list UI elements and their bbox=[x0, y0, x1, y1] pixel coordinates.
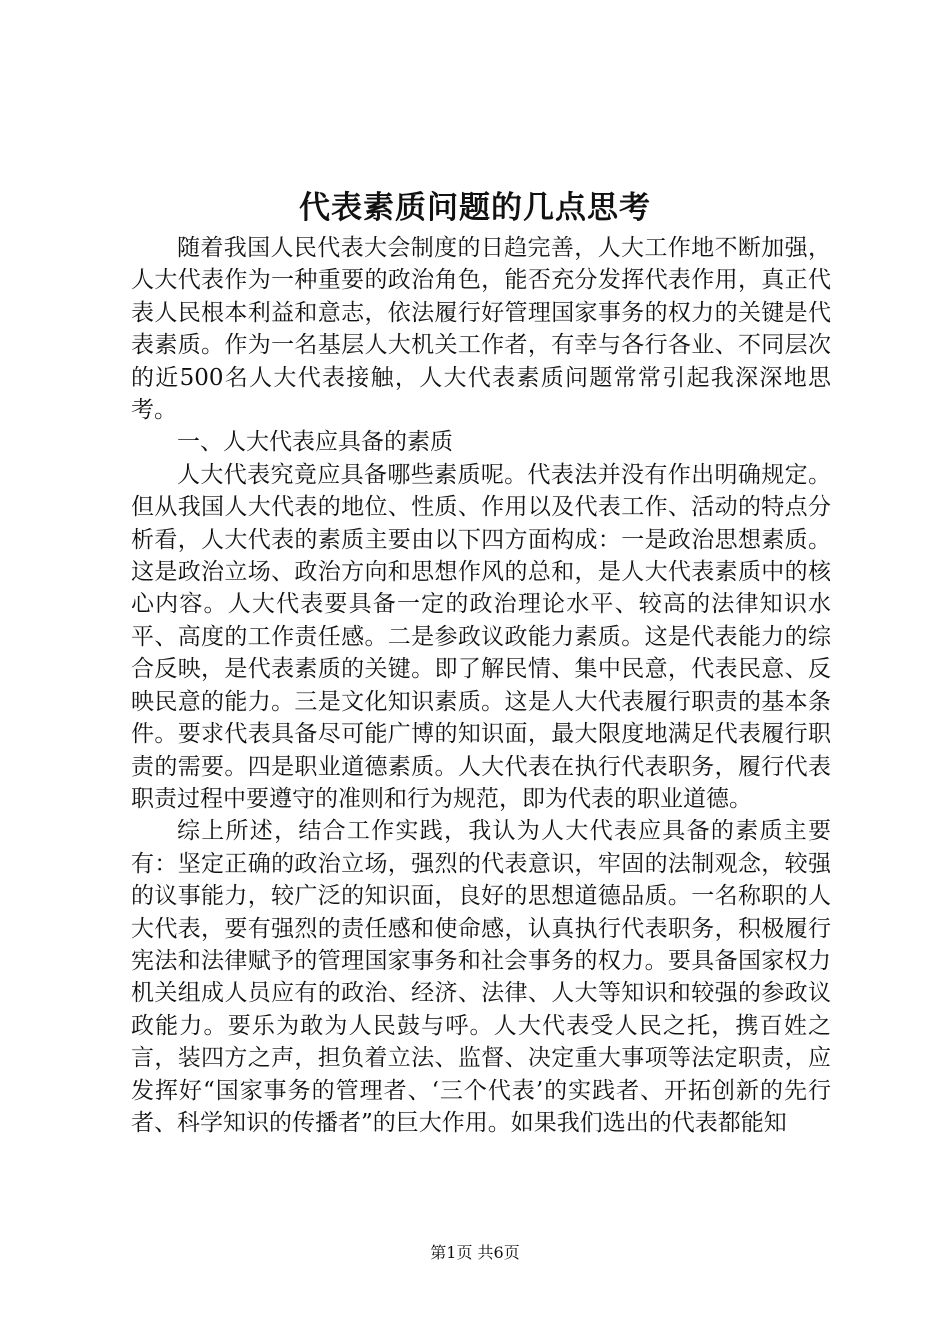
document-title: 代表素质问题的几点思考 bbox=[299, 190, 651, 226]
page-footer: 第1页 共6页 bbox=[430, 1243, 520, 1262]
section-heading-1: 一、人大代表应具备的素质 bbox=[177, 429, 453, 456]
paragraph-four-qualities: 人大代表究竟应具备哪些素质呢。代表法并没有作出明确规定。但从我国人大代表的地位、性质、作用以及代表工作、活动的特点分析看，人大代表的素质主要由以下四方面构成：一是政治思想素质。这是政治立场、政治方向和思想作风的总和，是人大代表素质中的核心内容。人大代表要具备一定的政治理论水平、较高的法律知识水平、高度的工作责任感。二是参政议政能力素质。这是代表能力的综合反映，是代表素质的关键。即了解民情、集中民意，代表民意、反映民意的能力。三是文化知识素质。这是人大代表履行职责的基本条件。要求代表具备尽可能广博的知识面，最大限度地满足代表履行职责的需要。四是职业道德素质。人大代表在执行代表职务，履行代表职责过程中要遵守的准则和行为规范，即为代表的职业道德。 bbox=[131, 461, 831, 812]
document-body bbox=[131, 232, 831, 1139]
paragraph-summary: 综上所述，结合工作实践，我认为人大代表应具备的素质主要有：坚定正确的政治立场，强烈的代表意识，牢固的法制观念，较强的议事能力，较广泛的知识面，良好的思想道德品质。一名称职的人大代表，要有强烈的责任感和使命感，认真执行代表职务，积极履行宪法和法律赋予的管理国家事务和社会事务的权力。要具备国家权力机关组成人员应有的政治、经济、法律、人大等知识和较强的参政议政能力。要乐为敢为人民鼓与呼。人大代表受人民之托，携百姓之言，装四方之声，担负着立法、监督、决定重大事项等法定职责，应发挥好“国家事务的管理者、‘三个代表’的实践者、开拓创新的先行者、科学知识的传播者”的巨大作用。如果我们选出的代表都能知 bbox=[131, 818, 831, 1136]
paragraph-intro: 随着我国人民代表大会制度的日趋完善，人大工作地不断加强，人大代表作为一种重要的政治角色，能否充分发挥代表作用，真正代表人民根本利益和意志，依法履行好管理国家事务的权力的关键是代表素质。作为一名基层人大机关工作者，有幸与各行各业、不同层次的近500名人大代表接触，人大代表素质问题常常引起我深深地思考。 bbox=[131, 235, 831, 424]
